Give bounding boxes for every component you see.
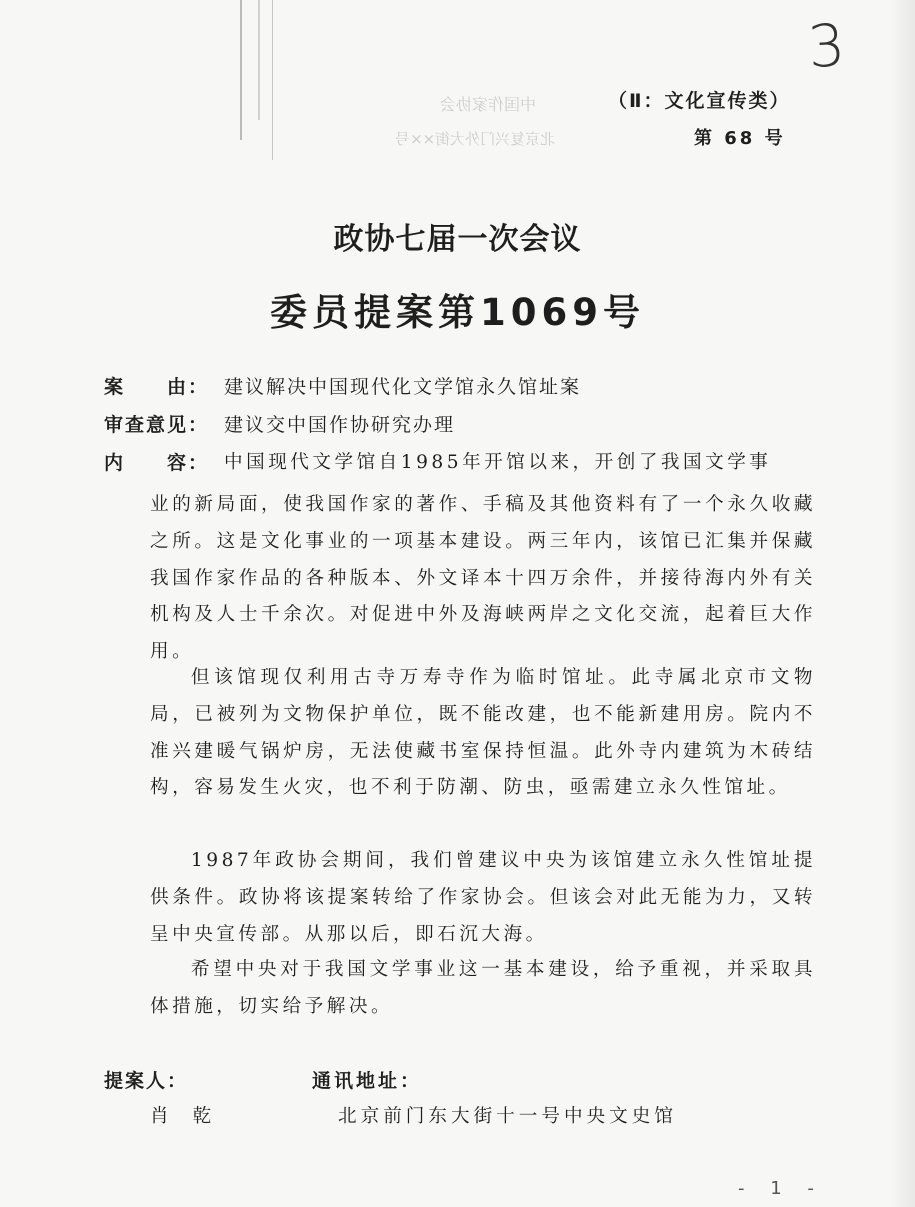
reason-value: 建议解决中国现代化文学馆永久馆址案 xyxy=(224,376,582,398)
content-paragraph-2: 但该馆现仅利用古寺万寿寺作为临时馆址。此寺属北京市文物局，已被列为文物保护单位，既不能改建，也不能新建用房。院内不准兴建暖气锅炉房，无法使藏书室保持恒温。此外寺内建筑为木砖结构，容易发生火灾，也不利于防潮、防虫，亟需建立永久性馆址。 xyxy=(150,667,816,799)
bleed-through-text-1: 中国作家协会 xyxy=(440,95,537,114)
document-number: 第 68 号 xyxy=(694,128,786,149)
content-label: 内 容： xyxy=(104,452,210,474)
address-label: 通讯地址： xyxy=(312,1070,423,1092)
scan-fold-line xyxy=(258,0,260,120)
scan-edge-shadow xyxy=(889,0,915,1207)
content-paragraph-1: 业的新局面，使我国作家的著作、手稿及其他资料有了一个永久收藏之所。这是文化事业的一项基本建设。两三年内，该馆已汇集并保藏我国作家作品的各种版本、外文译本十四万余件，并接待海内外有关机构及人士千余次。对促进中外及海峡两岸之文化交流，起着巨大作用。 xyxy=(150,494,816,663)
content-paragraph-3: 1987年政协会期间，我们曾建议中央为该馆建立永久性馆址提供条件。政协将该提案转给了作家协会。但该会对此无能为力，又转呈中央宣传部。从那以后，即石沉大海。 xyxy=(150,850,816,945)
reason-label: 案 由： xyxy=(104,376,210,398)
review-label: 审查意见： xyxy=(104,414,210,436)
content-first-line: 中国现代文学馆自1985年开馆以来，开创了我国文学事 xyxy=(224,452,772,473)
content-paragraph-4: 希望中央对于我国文学事业这一基本建设，给予重视，并采取具体措施，切实给予解决。 xyxy=(150,959,816,1017)
content-row xyxy=(104,448,224,475)
page-number: - 1 - xyxy=(738,1178,824,1199)
proposer-name: 肖乾 xyxy=(150,1106,236,1127)
proposer-label: 提案人： xyxy=(104,1070,189,1092)
address-value: 北京前门东大街十一号中央文史馆 xyxy=(338,1106,677,1127)
reason-row xyxy=(104,372,581,399)
scan-fold-line xyxy=(240,0,242,140)
proposal-title: 委员提案第1069号 xyxy=(270,291,645,334)
review-value: 建议交中国作协研究办理 xyxy=(224,414,456,436)
scan-fold-line xyxy=(272,0,273,160)
category-label: （Ⅱ：文化宣传类） xyxy=(608,90,791,112)
meeting-title: 政协七届一次会议 xyxy=(333,222,582,257)
review-row xyxy=(104,410,455,437)
handwritten-page-mark: 3 xyxy=(805,10,848,82)
bleed-through-text-2: 北京复兴门外大街××号 xyxy=(395,130,556,148)
